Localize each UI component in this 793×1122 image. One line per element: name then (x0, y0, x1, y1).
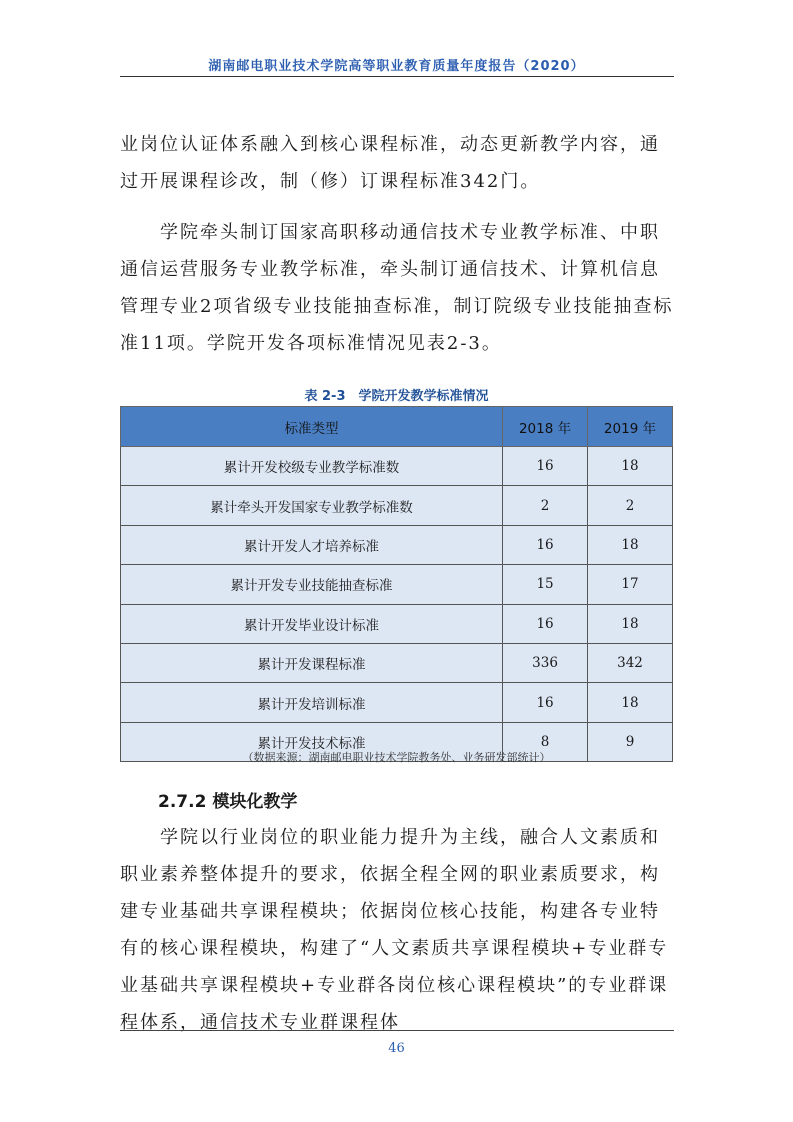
cell-2018: 16 (503, 683, 588, 722)
cell-2019: 17 (588, 565, 673, 604)
cell-2019: 342 (588, 643, 673, 682)
table-row (121, 486, 673, 525)
cell-2019: 2 (588, 486, 673, 525)
cell-2019: 18 (588, 683, 673, 722)
paragraph-modular-teaching: 学院以行业岗位的职业能力提升为主线，融合人文素质和职业素养整体提升的要求，依据全程全网的职业素质要求，构建专业基础共享课程模块；依据岗位核心技能，构建各专业特有的核心课程模块，构建了“人文素质共享课程模块+专业群专业基础共享课程模块+专业群各岗位核心课程模块”的专业群课程体系，通信技术专业群课程体 (120, 827, 669, 1033)
cell-type: 累计牵头开发国家专业教学标准数 (121, 486, 503, 525)
cell-2019: 18 (588, 447, 673, 486)
cell-type: 累计开发专业技能抽查标准 (121, 565, 503, 604)
column-header-2018: 2018 年 (503, 407, 588, 447)
cell-2019: 18 (588, 604, 673, 643)
cell-type: 累计开发人才培养标准 (121, 525, 503, 564)
cell-2018: 16 (503, 604, 588, 643)
section-heading: 2.7.2 模块化教学 (158, 792, 298, 812)
footer-divider (120, 1030, 674, 1031)
cell-type: 累计开发毕业设计标准 (121, 604, 503, 643)
table-row (121, 604, 673, 643)
table-row (121, 447, 673, 486)
cell-2018: 2 (503, 486, 588, 525)
header-title: 湖南邮电职业技术学院高等职业教育质量年度报告（2020） (208, 59, 585, 74)
cell-2018: 15 (503, 565, 588, 604)
cell-type: 累计开发技术标准 (121, 722, 503, 761)
column-header-2019: 2019 年 (588, 407, 673, 447)
cell-2018: 8 (503, 722, 588, 761)
cell-2019: 9 (588, 722, 673, 761)
header-divider (120, 76, 674, 77)
paragraph-continuation: 业岗位认证体系融入到核心课程标准，动态更新教学内容，通过开展课程诊改，制（修）订课程标准342门。 (120, 134, 660, 192)
table-row (121, 525, 673, 564)
table-source-note: （数据来源：湖南邮电职业技术学院教务处、业务研发部统计） (242, 751, 551, 764)
cell-2018: 16 (503, 447, 588, 486)
column-header-type: 标准类型 (121, 407, 503, 447)
cell-2019: 18 (588, 525, 673, 564)
cell-2018: 16 (503, 525, 588, 564)
table-caption: 表 2-3 学院开发教学标准情况 (304, 389, 489, 404)
table-row (121, 683, 673, 722)
cell-2018: 336 (503, 643, 588, 682)
standards-table (120, 406, 673, 762)
table-header-row (121, 407, 673, 447)
table-row (121, 565, 673, 604)
cell-type: 累计开发课程标准 (121, 643, 503, 682)
paragraph-standards: 学院牵头制订国家高职移动通信技术专业教学标准、中职通信运营服务专业教学标准，牵头制订通信技术、计算机信息管理专业2项省级专业技能抽查标准，制订院级专业技能抽查标准11项。学院开发各项标准情况见表2-3。 (120, 222, 674, 354)
cell-type: 累计开发校级专业教学标准数 (121, 447, 503, 486)
table-row (121, 643, 673, 682)
page-number: 46 (388, 1041, 405, 1056)
cell-type: 累计开发培训标准 (121, 683, 503, 722)
